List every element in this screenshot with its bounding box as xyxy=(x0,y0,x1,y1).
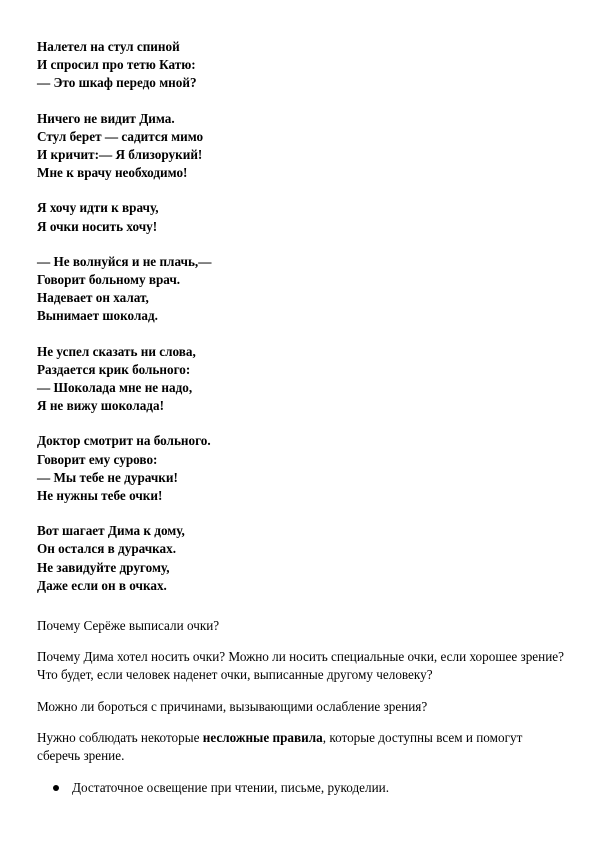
poem-stanza xyxy=(37,432,567,505)
poem-line: Даже если он в очках. xyxy=(37,577,167,593)
poem-line: Вынимает шоколад. xyxy=(37,308,158,324)
poem-line: Стул берет — садится мимо xyxy=(37,128,204,144)
poem-line: — Это шкаф передо мной? xyxy=(37,75,197,91)
poem-line: Налетел на стул спиной xyxy=(37,39,180,54)
poem-stanza xyxy=(37,522,567,595)
question-paragraph: Почему Дима хотел носить очки? Можно ли носить специальные очки, если хорошее зрение? Что будет, если человек наденет очки, выписанные другому человеку? xyxy=(37,649,564,683)
list-item-text: Достаточное освещение при чтении, письме, рукоделии. xyxy=(72,780,390,796)
poem-line: Не успел сказать ни слова, xyxy=(37,343,196,359)
rules-list xyxy=(37,779,567,797)
poem-stanza xyxy=(37,38,567,93)
poem-line: Раздается крик больного: xyxy=(37,361,191,377)
rules-bold-text: несложные правила xyxy=(202,729,323,745)
poem-line: Вот шагает Дима к дому, xyxy=(37,523,185,539)
poem-line: И кричит:— Я близорукий! xyxy=(37,147,203,163)
list-item xyxy=(37,779,567,797)
rules-paragraph xyxy=(37,729,567,765)
question-paragraph: Можно ли бороться с причинами, вызывающими ослабление зрения? xyxy=(37,698,428,714)
poem-line: — Не волнуйся и не плачь,— xyxy=(37,253,212,269)
poem-line: Говорит больному врач. xyxy=(37,272,181,288)
poem-line: Ничего не видит Дима. xyxy=(37,110,175,126)
poem-line: Надевает он халат, xyxy=(37,290,149,306)
rules-text-before: Нужно соблюдать некоторые xyxy=(37,729,203,745)
poem-line: Доктор смотрит на больного. xyxy=(37,433,211,449)
poem-line: Мне к врачу необходимо! xyxy=(37,165,188,181)
poem-stanza xyxy=(37,110,567,183)
poem-line: Я не вижу шоколада! xyxy=(37,398,164,414)
poem-line: Я очки носить хочу! xyxy=(37,218,158,234)
poem-stanza xyxy=(37,199,567,235)
rules-text-after: , которые доступны всем и помогут сберечь зрение. xyxy=(37,729,523,764)
poem xyxy=(37,38,567,595)
poem-line: Он остался в дурачках. xyxy=(37,541,177,557)
poem-line: И спросил про тетю Катю: xyxy=(37,57,196,73)
poem-stanza xyxy=(37,343,567,416)
question-paragraph: Почему Серёже выписали очки? xyxy=(37,618,220,633)
poem-line: Я хочу идти к врачу, xyxy=(37,200,159,216)
questions-section xyxy=(37,617,567,797)
poem-line: — Шоколада мне не надо, xyxy=(37,380,193,396)
bullet-icon xyxy=(53,785,59,791)
poem-line: Не завидуйте другому, xyxy=(37,559,170,575)
poem-line: — Мы тебе не дурачки! xyxy=(37,469,178,485)
poem-line: Не нужны тебе очки! xyxy=(37,488,163,504)
poem-line: Говорит ему сурово: xyxy=(37,451,158,467)
poem-stanza xyxy=(37,253,567,326)
